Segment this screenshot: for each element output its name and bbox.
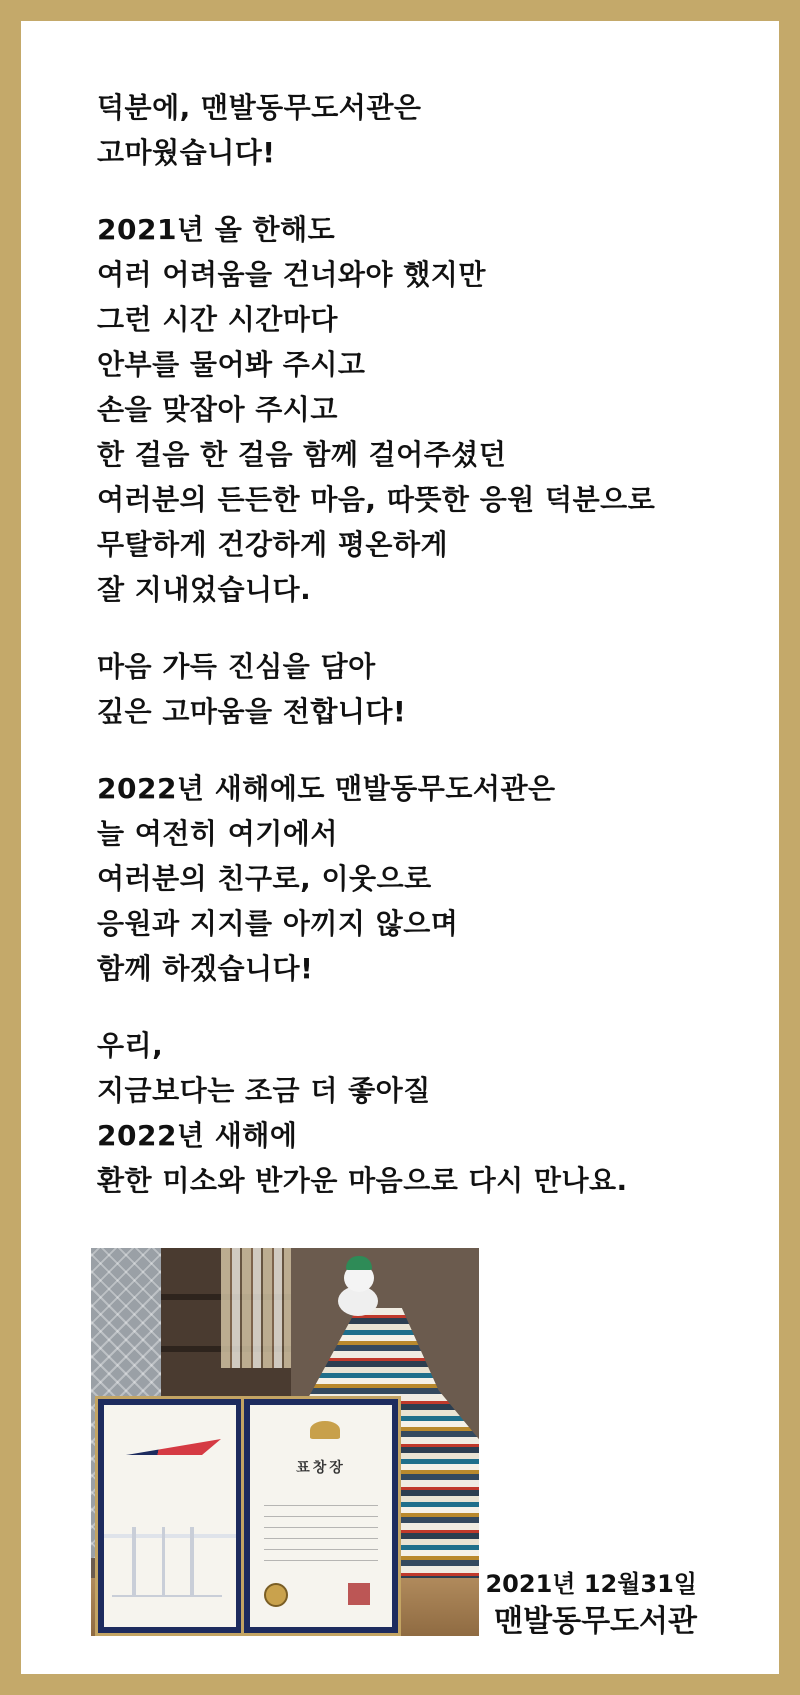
letter-line: 지금보다는 조금 더 좋아질 [97, 1074, 431, 1107]
certificate-folder-cover [95, 1396, 245, 1636]
city-skyline-drawing [112, 1527, 222, 1597]
letter-line: 안부를 물어봐 주시고 [97, 348, 366, 381]
letter-line: 2022년 새해에도 맨발동무도서관은 [97, 772, 556, 805]
letter-line: 2021년 올 한해도 [97, 213, 336, 246]
letter-line: 2022년 새해에 [97, 1119, 298, 1152]
paragraph [97, 1023, 767, 1203]
certificate-text-lines [264, 1495, 378, 1565]
certificate-title: 표창장 [296, 1460, 346, 1476]
paragraph [97, 766, 767, 991]
letter-card [21, 21, 779, 1674]
letter-line: 늘 여전히 여기에서 [97, 817, 338, 850]
letter-line: 고마웠습니다! [97, 136, 276, 169]
letter-body [97, 85, 767, 1235]
emblem-icon [310, 1421, 340, 1439]
library-name: 맨발동무도서관 [494, 1604, 697, 1639]
library-photo [91, 1248, 479, 1636]
letter-line: 함께 하겠습니다! [97, 952, 314, 985]
letter-line: 우리, [97, 1029, 164, 1062]
letter-line: 무탈하게 건강하게 평온하게 [97, 528, 449, 561]
letter-line: 여러 어려움을 건너와야 했지만 [97, 258, 486, 291]
letter-line: 손을 맞잡아 주시고 [97, 393, 338, 426]
letter-line: 환한 미소와 반가운 마음으로 다시 만나요. [97, 1164, 628, 1197]
letter-line: 여러분의 든든한 마음, 따뜻한 응원 덕분으로 [97, 483, 656, 516]
letter-line: 한 걸음 한 걸음 함께 걸어주셨던 [97, 438, 507, 471]
letter-line: 그런 시간 시간마다 [97, 303, 338, 336]
busan-logo-banner [126, 1439, 221, 1455]
paragraph [97, 644, 767, 734]
letter-line: 마음 가득 진심을 담아 [97, 650, 376, 683]
letter-line: 응원과 지지를 아끼지 않으며 [97, 907, 459, 940]
letter-line: 덕분에, 맨발동무도서관은 [97, 91, 422, 124]
letter-line: 잘 지내었습니다. [97, 573, 312, 606]
letter-line: 여러분의 친구로, 이웃으로 [97, 862, 432, 895]
award-certificate [241, 1396, 401, 1636]
letter-date: 2021년 12월31일 [485, 1570, 697, 1598]
shelf-books [221, 1248, 291, 1368]
snowman-doll [336, 1256, 380, 1316]
paragraph [97, 207, 767, 612]
paragraph [97, 85, 767, 175]
red-stamp-icon [348, 1583, 370, 1605]
gold-seal-icon [264, 1583, 288, 1607]
snowman-hat [346, 1256, 372, 1270]
letter-line: 깊은 고마움을 전합니다! [97, 695, 407, 728]
signature-block [485, 1567, 697, 1643]
